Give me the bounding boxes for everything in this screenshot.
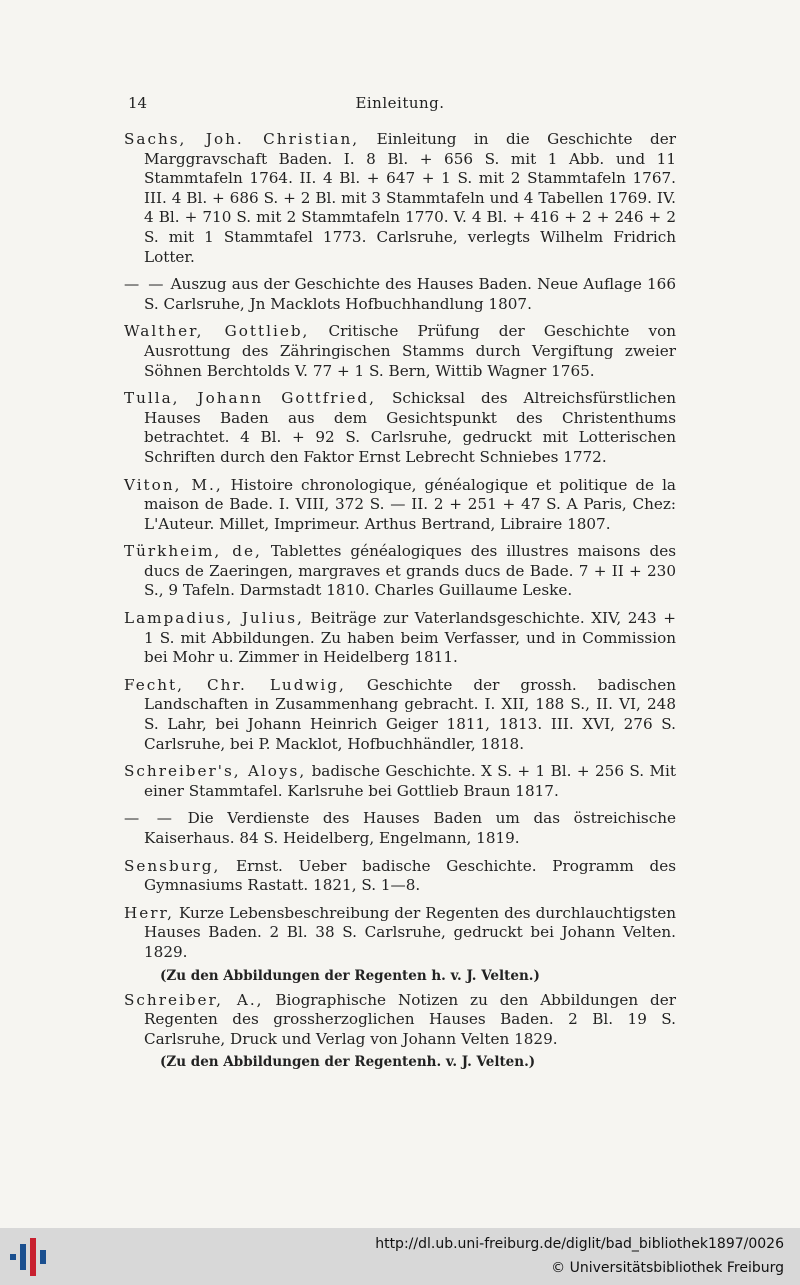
bibliography-entry bbox=[124, 389, 676, 467]
entry-text: Biographische Notizen zu den Abbildungen der Regenten des grossherzoglichen Hauses Baden. 2 Bl. 19 S. Carlsruhe, Druck und Verlag von Johann Velten 1829. bbox=[144, 990, 676, 1048]
copyright: © Universitätsbibliothek Freiburg bbox=[551, 1260, 784, 1276]
entry-author: Schreiber, A., bbox=[124, 990, 264, 1009]
entry-text: Geschichte der grossh. badischen Landschaften in Zusammenhang gebracht. I. XII, 188 S., II. VI, 248 S. Lahr, bei Johann Heinrich Geiger 1811, 1813. III. XVI, 276 S. Carlsruhe, bei P. Macklot, Hofbuchhändler, 1818. bbox=[144, 675, 676, 753]
bibliography-entry bbox=[124, 609, 676, 668]
page-header bbox=[124, 94, 676, 116]
bibliography-entry bbox=[124, 322, 676, 381]
entry-text: Beiträge zur Vaterlandsgeschichte. XIV, 243 + 1 S. mit Abbildungen. Zu haben beim Verfasser, und in Commission bei Mohr u. Zimmer in Heidelberg 1811. bbox=[144, 609, 676, 667]
entry-text: Die Verdienste des Hauses Baden um das östreichische Kaiserhaus. 84 S. Heidelberg, Engelmann, 1819. bbox=[144, 809, 676, 847]
entry-text: Einleitung in die Geschichte der Marggravschaft Baden. I. 8 Bl. + 656 S. mit 1 Abb. und 11 Stammtafeln 1764. II. 4 Bl. + 647 + 1 S. mit 2 Stammtafeln 1767. III. 4 Bl. + 686 S. + 2 Bl. mit 3 Stammtafeln und 4 Tabellen 1769. IV. 4 Bl. + 710 S. mit 2 Stammtafeln 1770. V. 4 Bl. + 416 + 2 + 246 + 2 S. mit 1 Stammtafel 1773. Carlsruhe, verlegts Wilhelm Fridrich Lotter. bbox=[144, 130, 676, 266]
entry-text: Histoire chronologique, généalogique et politique de la maison de Bade. I. VIII, 372 S. — II. 2 + 251 + 47 S. A Paris, Chez: L'Auteur. Millet, Imprimeur. Arthus Bertrand, Libraire 1807. bbox=[144, 475, 676, 533]
page-number: 14 bbox=[128, 94, 148, 112]
entry-text: Auszug aus der Geschichte des Hauses Baden. Neue Auflage 166 S. Carlsruhe, Jn Macklots Hofbuchhandlung 1807. bbox=[144, 275, 676, 313]
entry-text: Critische Prüfung der Geschichte von Ausrottung des Zähringischen Stamms durch Vergiftung zweier Söhnen Berchtolds V. 77 + 1 S. Bern, Wittib Wagner 1765. bbox=[144, 322, 676, 380]
bibliography-entry bbox=[124, 991, 676, 1050]
entry-text: Tablettes généalogiques des illustres maisons des ducs de Zaeringen, margraves et grands ducs de Bade. 7 + II + 230 S., 9 Tafeln. Darmstadt 1810. Charles Guillaume Leske. bbox=[144, 542, 676, 600]
entry-author: Herr, bbox=[124, 903, 174, 922]
bibliography-list bbox=[124, 130, 676, 1077]
entry-author: — — bbox=[124, 809, 174, 828]
bibliography-entry bbox=[124, 762, 676, 801]
entry-author: Schreiber's, Aloys, bbox=[124, 762, 307, 781]
entry-author: Viton, M., bbox=[124, 475, 223, 494]
bibliography-entry bbox=[124, 904, 676, 963]
entry-author: Fecht, Chr. Ludwig, bbox=[124, 675, 346, 694]
viewer-footer bbox=[0, 1228, 800, 1285]
bibliography-entry bbox=[124, 857, 676, 896]
bibliography-entry bbox=[124, 130, 676, 267]
bibliography-entry bbox=[124, 476, 676, 535]
entry-author: Walther, Gottlieb, bbox=[124, 322, 310, 341]
entry-text: Schicksal des Altreichsfürstlichen Hauses Baden aus dem Gesichtspunkt des Christenthums betrachtet. 4 Bl. + 92 S. Carlsruhe, gedruckt mit Lotterischen Schriften durch den Faktor Ernst Lebrecht Schniebes 1772. bbox=[144, 389, 676, 466]
permalink[interactable]: http://dl.ub.uni-freiburg.de/diglit/bad_bibliothek1897/0026 bbox=[375, 1236, 784, 1252]
entry-author: — — bbox=[124, 275, 166, 294]
entry-author: Türkheim, de, bbox=[124, 542, 262, 561]
entry-author: Lampadius, Julius, bbox=[124, 609, 304, 628]
bibliography-entry bbox=[124, 676, 676, 754]
entry-text: Kurze Lebensbeschreibung der Regenten des durchlauchtigsten Hauses Baden. 2 Bl. 38 S. Carlsruhe, gedruckt bei Johann Velten. 1829. bbox=[144, 903, 676, 961]
entry-note: (Zu den Abbildungen der Regentenh. v. J. Velten.) bbox=[160, 1054, 536, 1071]
library-logo-icon bbox=[8, 1236, 50, 1278]
entry-text: badische Geschichte. X S. + 1 Bl. + 256 S. Mit einer Stammtafel. Karlsruhe bei Gottlieb Braun 1817. bbox=[144, 762, 677, 800]
entry-author: Tulla, Johann Gottfried, bbox=[124, 389, 376, 408]
entry-author: Sachs, Joh. Christian, bbox=[124, 130, 360, 148]
entry-author: Sensburg, bbox=[124, 856, 221, 875]
bibliography-entry bbox=[124, 809, 676, 848]
bibliography-entry bbox=[124, 275, 676, 314]
running-title: Einleitung. bbox=[355, 94, 445, 112]
entry-note: (Zu den Abbildungen der Regenten h. v. J. Velten.) bbox=[160, 967, 540, 984]
entry-text: Ernst. Ueber badische Geschichte. Programm des Gymnasiums Rastatt. 1821, S. 1—8. bbox=[144, 856, 676, 895]
bibliography-entry bbox=[124, 542, 676, 601]
